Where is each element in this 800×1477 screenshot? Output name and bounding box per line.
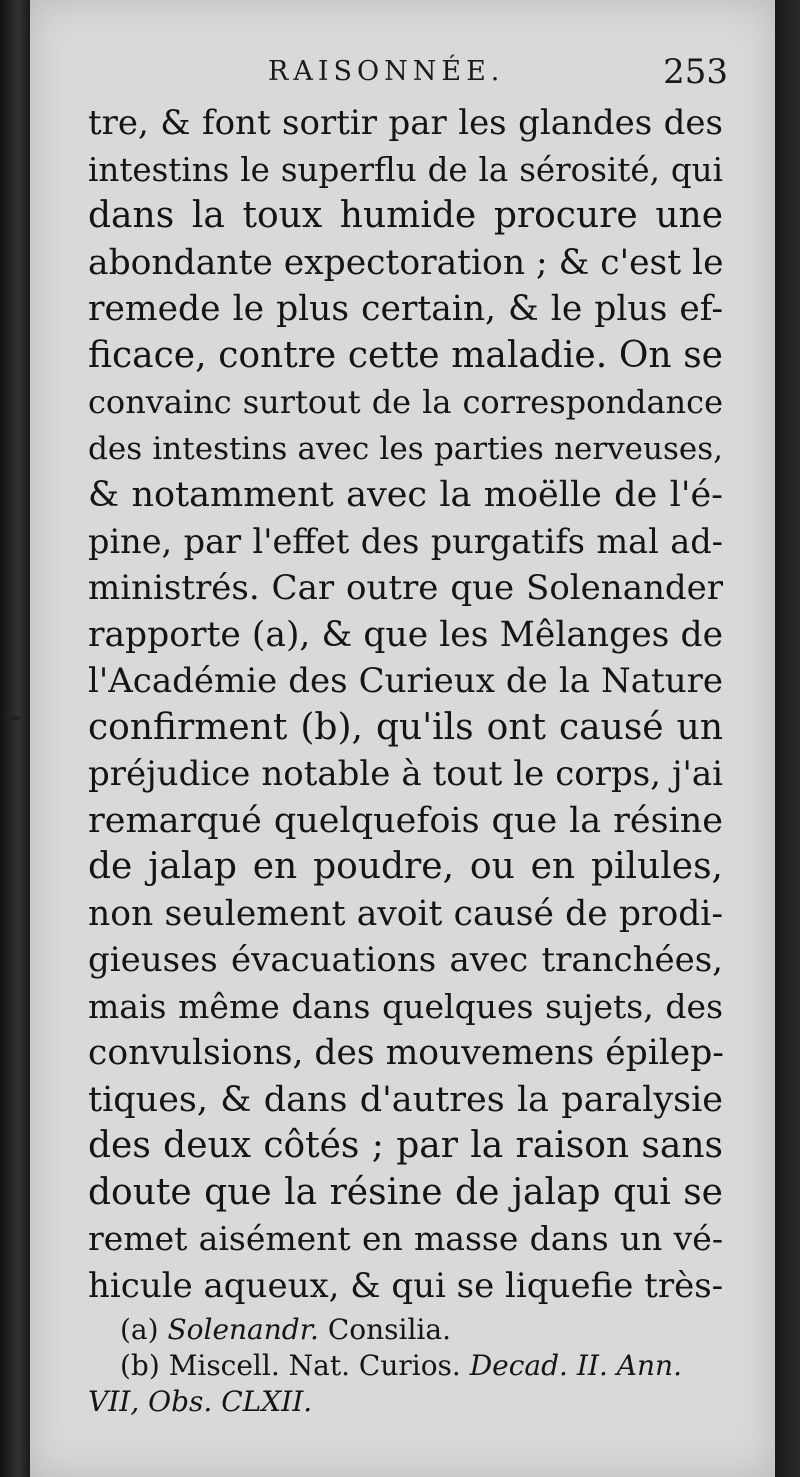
text-line: pine, par l'effet des purgatifs mal ad-	[88, 521, 723, 561]
footnote-a	[88, 1312, 728, 1348]
text-line: dans la toux humide procure une	[88, 195, 723, 236]
text-line: tiques, & dans d'autres la paralysie	[88, 1079, 723, 1120]
page-edge-shadow	[775, 0, 800, 1477]
book-spine-shadow	[0, 0, 30, 1477]
text-line: des intestins avec les parties nerveuses,	[88, 430, 723, 467]
text-line: rapporte (a), & que les Mêlanges de	[88, 614, 723, 655]
text-line: tre, & font sortir par les glandes des	[88, 103, 723, 143]
text-line: confirment (b), qu'ils ont causé un	[88, 706, 723, 748]
footnote-a-author: Solenandr.	[167, 1313, 319, 1346]
footnotes	[88, 1312, 728, 1420]
footnote-a-title: Consilia.	[327, 1313, 451, 1346]
text-line: l'Académie des Curieux de la Nature	[88, 661, 723, 701]
footnote-b-marker: (b)	[120, 1349, 160, 1382]
text-line: des deux côtés ; par la raison sans	[88, 1125, 723, 1166]
body-text	[88, 100, 723, 1309]
text-line: ficace, contre cette maladie. On se	[88, 334, 723, 376]
footnote-b-decade: Decad. II. Ann.	[469, 1349, 682, 1382]
page-number: 253	[663, 52, 728, 92]
margin-mark	[6, 716, 20, 720]
text-line: non seulement avoit causé de prodi-	[88, 893, 723, 934]
text-line: gieuses évacuations avec tranchées,	[88, 940, 723, 980]
footnote-b-continuation: VII, Obs. CLXII.	[88, 1385, 313, 1418]
text-line: convulsions, des mouvemens épilep-	[88, 1033, 724, 1073]
text-line: convainc surtout de la correspondance	[88, 383, 723, 421]
text-line: ministrés. Car outre que Solenander	[88, 568, 723, 608]
text-line: intestins le superflu de la sérosité, qui	[88, 150, 723, 189]
text-line: remarqué quelquefois que la résine	[88, 800, 723, 841]
text-line: préjudice notable à tout le corps, j'ai	[88, 754, 723, 794]
text-line: remede le plus certain, & le plus ef-	[88, 289, 723, 329]
footnote-b	[88, 1348, 728, 1384]
footnote-a-marker: (a)	[120, 1313, 159, 1346]
running-title: RAISONNÉE.	[268, 56, 505, 87]
text-line: & notamment avec la moëlle de l'é-	[88, 475, 723, 515]
footnote-b-source: Miscell. Nat. Curios.	[168, 1349, 461, 1382]
text-line: remet aisément en masse dans un vé-	[88, 1219, 723, 1258]
text-line: abondante expectoration ; & c'est le	[88, 242, 724, 283]
text-line: doute que la résine de jalap qui se	[88, 1171, 723, 1213]
text-line: de jalap en poudre, ou en pilules,	[88, 846, 723, 887]
text-line: hicule aqueux, & qui se liquefie très-	[88, 1265, 724, 1306]
text-line: mais même dans quelques sujets, des	[88, 986, 723, 1026]
page-header	[88, 52, 728, 96]
